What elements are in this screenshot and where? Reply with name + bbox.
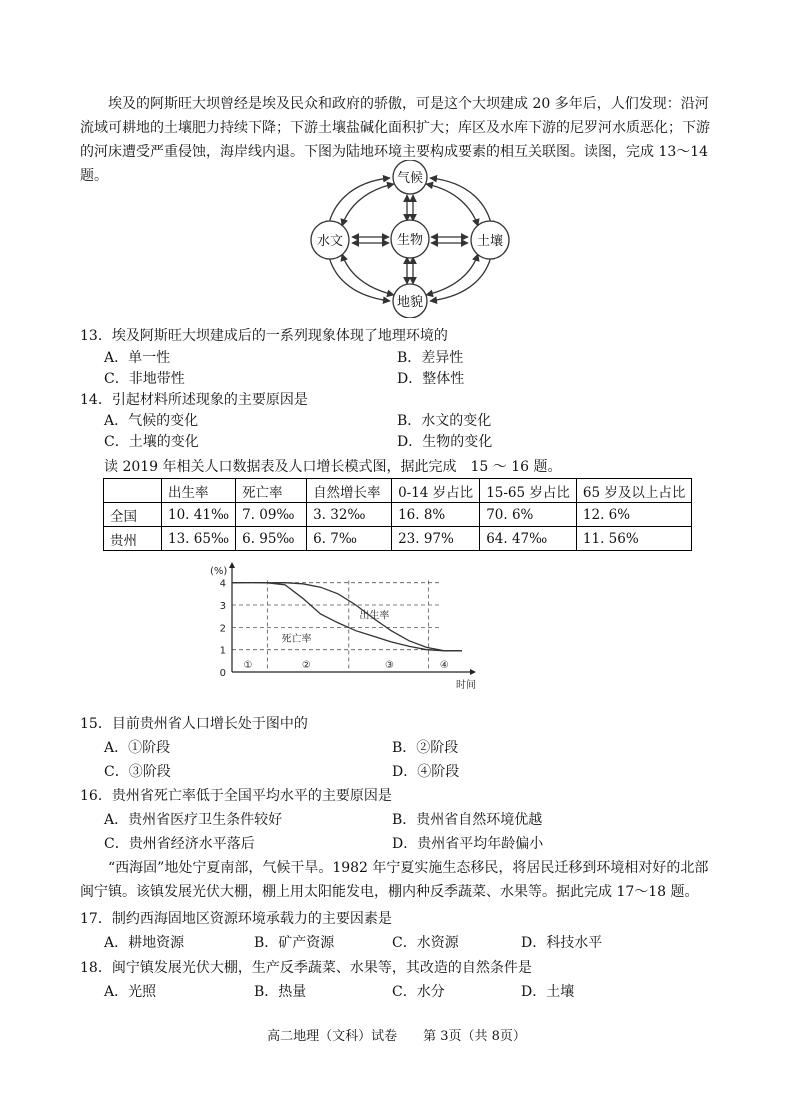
y-tick-label: 1 [219, 645, 226, 657]
intro-paragraph-3: “西海固”地处宁夏南部，气候干旱。1982 年宁夏实施生态移民，将居民迁移到环境相对好的北部闽宁镇。该镇发展光伏大棚，棚上用太阳能发电，棚内种反季蔬菜、水果等。据此完成 17～18 题。 [80, 860, 709, 900]
q14-option-b: B．水文的变化 [397, 413, 492, 429]
stage-label: ③ [384, 660, 394, 671]
elements-relation-diagram [290, 160, 530, 318]
table-cell: 6. 95‰ [236, 527, 307, 551]
q15-option-a: A．①阶段 [104, 740, 171, 756]
node-climate: 气候 [396, 171, 424, 186]
y-tick-label: 2 [219, 623, 226, 635]
y-tick-label: 0 [219, 668, 226, 679]
q13-option-d: D．整体性 [397, 371, 465, 387]
table-cell: 64. 47‰ [480, 527, 577, 551]
question-16: 16．贵州省死亡率低于全国平均水平的主要原因是 [80, 788, 392, 804]
table-row [104, 503, 692, 527]
node-biology: 生物 [396, 233, 424, 248]
table-cell: 12. 6% [576, 503, 691, 527]
q18-option-b: B．热量 [254, 984, 307, 1000]
q18-option-c: C．水分 [392, 984, 445, 1000]
q14-option-c: C．土壤的变化 [104, 434, 199, 450]
q14-option-d: D．生物的变化 [397, 434, 493, 450]
q17-option-c: C．水资源 [392, 935, 459, 951]
node-landform: 地貌 [396, 295, 424, 310]
q16-option-a: A．贵州省医疗卫生条件较好 [104, 812, 283, 828]
y-axis-label: (%) [210, 566, 228, 577]
intro-paragraph-2: 读 2019 年相关人口数据表及人口增长模式图，据此完成 15 ～ 16 题。 [104, 459, 562, 475]
page-footer: 高二地理（文科）试卷 第 3页（共 8页） [267, 1029, 526, 1044]
q13-option-c: C．非地带性 [104, 371, 185, 387]
table-cell: 7. 09‰ [236, 503, 307, 527]
question-18: 18．闽宁镇发展光伏大棚，生产反季蔬菜、水果等，其改造的自然条件是 [80, 960, 532, 976]
stage-label: ② [301, 660, 311, 671]
q15-option-c: C．③阶段 [104, 764, 171, 780]
table-cell: 23. 97% [392, 527, 480, 551]
y-axis-arrow [229, 562, 235, 568]
table-header-cell: 死亡率 [236, 479, 307, 503]
arc-bottom-right [430, 252, 492, 301]
series-line [232, 583, 462, 651]
arc-bottom-left [328, 252, 390, 301]
arc-top-right [430, 178, 492, 228]
table-cell: 全国 [104, 503, 162, 527]
stage-label: ④ [439, 660, 449, 671]
q13-option-b: B．差异性 [397, 350, 464, 366]
q15-option-b: B．②阶段 [392, 740, 459, 756]
table-header-cell: 65 岁及以上占比 [576, 479, 691, 503]
q16-option-c: C．贵州省经济水平落后 [104, 836, 255, 852]
q17-option-d: D．科技水平 [521, 935, 603, 951]
q18-option-a: A．光照 [104, 984, 157, 1000]
table-row [104, 527, 692, 551]
population-table [103, 478, 692, 551]
question-14: 14．引起材料所述现象的主要原因是 [80, 392, 308, 408]
table-cell: 6. 7‰ [307, 527, 392, 551]
stage-label: ① [243, 660, 253, 671]
intro-paragraph-1: 埃及的阿斯旺大坝曾经是埃及民众和政府的骄傲，可是这个大坝建成 20 多年后，人们发现：沿河流域可耕地的土壤肥力持续下降；下游土壤盐碱化面积扩大；库区及水库下游的尼罗河水质恶化；下游的河床遭受严重侵蚀，海岸线内退。下图为陆地环境主要构成要素的相互关联图。读图，完成 13～14 题。 [80, 96, 710, 184]
table-header-cell: 0-14 岁占比 [392, 479, 480, 503]
x-axis-label: 时间 [456, 680, 476, 691]
table-header-cell: 自然增长率 [307, 479, 392, 503]
question-13: 13．埃及阿斯旺大坝建成后的一系列现象体现了地理环境的 [80, 328, 448, 344]
table-cell: 70. 6% [480, 503, 577, 527]
q17-option-a: A．耕地资源 [104, 935, 185, 951]
node-hydrology: 水文 [316, 234, 344, 249]
q14-option-a: A．气候的变化 [104, 413, 199, 429]
y-tick-label: 3 [219, 601, 226, 613]
arc-top-left [328, 178, 390, 228]
node-soil: 土壤 [476, 234, 504, 249]
table-cell: 10. 41‰ [162, 503, 236, 527]
table-cell: 13. 65‰ [162, 527, 236, 551]
q16-option-b: B．贵州省自然环境优越 [392, 812, 543, 828]
q18-option-d: D．土壤 [521, 984, 575, 1000]
table-cell: 贵州 [104, 527, 162, 551]
table-header-cell: 出生率 [162, 479, 236, 503]
question-17: 17．制约西海固地区资源环境承载力的主要因素是 [80, 911, 392, 927]
table-cell: 16. 8% [392, 503, 480, 527]
table-header-cell [104, 479, 162, 503]
x-axis-arrow [470, 669, 476, 675]
series-label-birth: 出生率 [359, 610, 390, 622]
q16-option-d: D．贵州省平均年龄偏小 [392, 836, 544, 852]
population-growth-chart [200, 562, 480, 692]
table-cell: 11. 56% [576, 527, 691, 551]
table-header-cell: 15-65 岁占比 [480, 479, 577, 503]
table-cell: 3. 32‰ [307, 503, 392, 527]
q15-option-d: D．④阶段 [392, 764, 460, 780]
series-label-death: 死亡率 [281, 633, 312, 645]
q13-option-a: A．单一性 [104, 350, 171, 366]
question-15: 15．目前贵州省人口增长处于图中的 [80, 716, 308, 732]
series-line [232, 583, 462, 651]
q17-option-b: B．矿产资源 [254, 935, 335, 951]
table-header-row [104, 479, 692, 503]
y-tick-label: 4 [219, 578, 226, 590]
